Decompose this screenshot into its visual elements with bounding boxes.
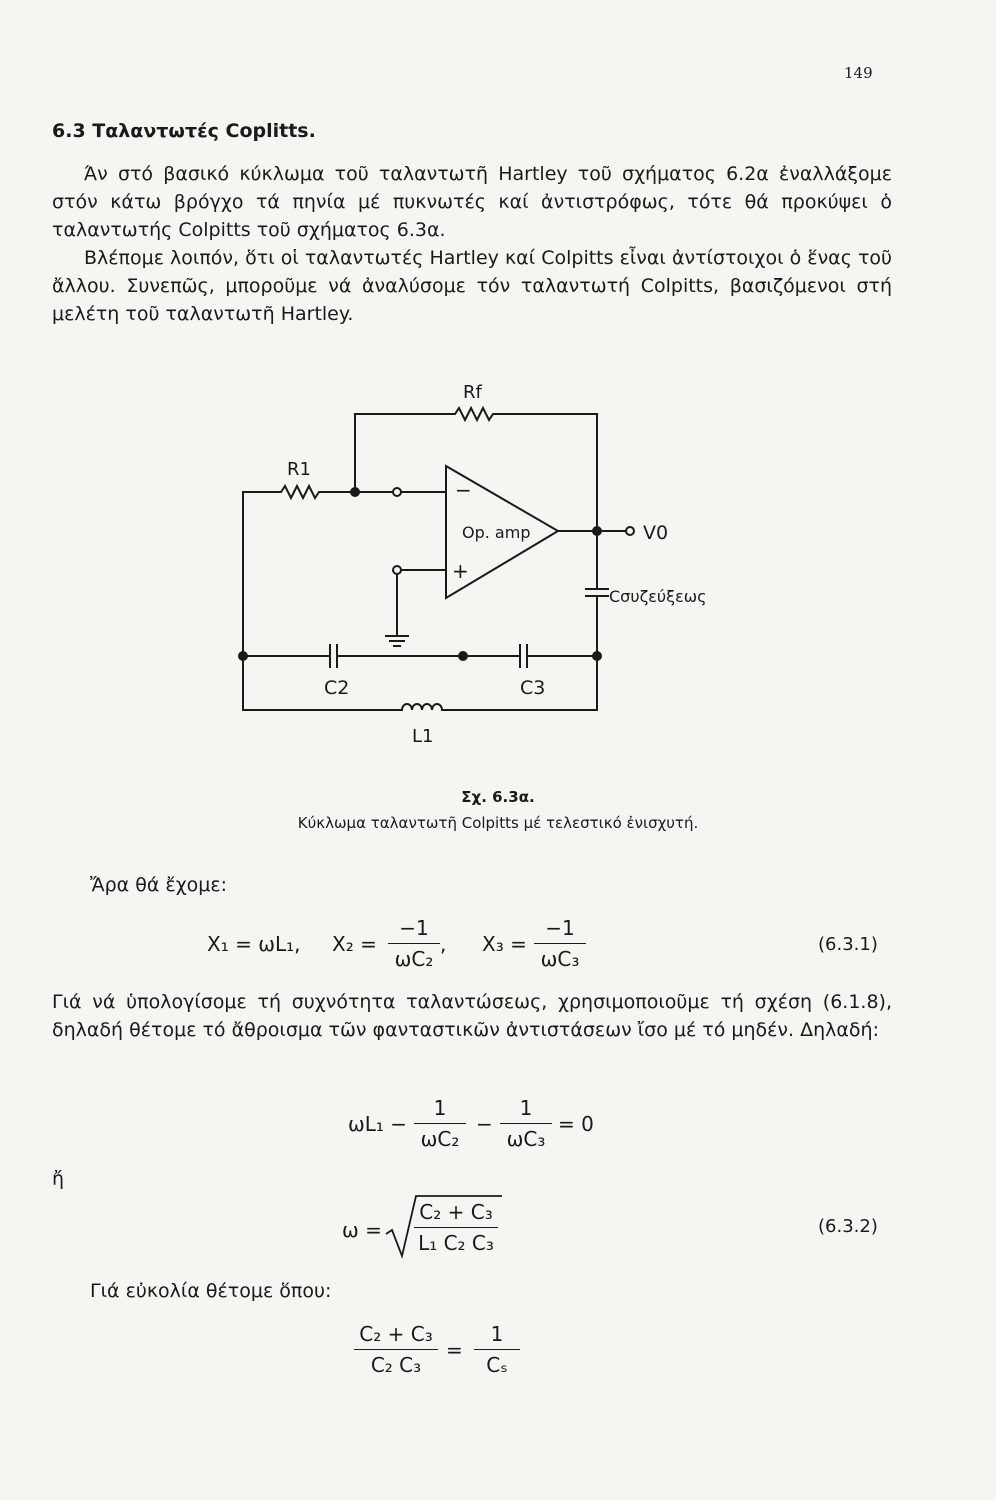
eq1-x3-numerator: −1	[534, 916, 586, 944]
eq1-number: (6.3.1)	[818, 934, 878, 955]
eq4-right-numerator: 1	[474, 1322, 520, 1350]
eq1-x2-numerator: −1	[388, 916, 440, 944]
eq3-denominator: L₁ C₂ C₃	[418, 1231, 494, 1255]
ground-symbol	[385, 574, 409, 646]
figure-caption: Κύκλωμα ταλαντωτῆ Colpitts μέ τελεστικό ἐνισχυτή.	[297, 814, 699, 832]
c3-label: C3	[520, 677, 546, 699]
eq4-denominator: C₂ C₃	[370, 1353, 422, 1377]
opamp-plus: +	[452, 559, 469, 583]
rf-label: Rf	[463, 382, 482, 403]
eq2-lhs: ωL₁ −	[348, 1112, 408, 1136]
eq1-x2-lhs: X₂ =	[332, 932, 377, 956]
eq2-minus: −	[476, 1112, 493, 1136]
eq1-x1: X₁ = ωL₁,	[207, 932, 301, 956]
eq1-x3-lhs: X₃ =	[482, 932, 527, 956]
eq4-right-denominator: Cₛ	[486, 1353, 508, 1377]
eq2-fraction-1	[414, 1096, 466, 1151]
coupling-capacitor	[585, 531, 609, 656]
eq2-f2-numerator: 1	[500, 1096, 552, 1124]
eq1-x3-denominator: ωC₃	[540, 947, 580, 971]
eq2-f1-denominator: ωC₂	[420, 1127, 460, 1151]
paragraph-3: Γιά νά ὑπολογίσομε τή συχνότητα ταλαντώσεως, χρησιμοποιοῦμε τή σχέση (6.1.8), δηλαδή θέτομε τό ἄθροισμα τῶν φανταστικῶν ἀντιστάσεων ἴσο μέ τό μηδέν. Δηλαδή:	[52, 991, 892, 1041]
eq4-numerator: C₂ + C₃	[354, 1322, 438, 1350]
eq2-rhs: = 0	[558, 1112, 594, 1136]
r1-resistor	[243, 486, 393, 656]
eq1-x2-fraction	[388, 916, 440, 971]
eq4-fraction-left	[354, 1322, 438, 1377]
eq2-f2-denominator: ωC₃	[506, 1127, 546, 1151]
output-terminal	[626, 527, 634, 535]
page-number: 149	[844, 64, 873, 82]
eq4-fraction-right	[474, 1322, 520, 1377]
eq3-fraction	[414, 1200, 498, 1255]
eq1-x3-fraction	[534, 916, 586, 971]
noninverting-terminal	[393, 566, 401, 574]
lead-text-1: Ἄρα θά ἔχομε:	[90, 874, 228, 896]
c2-label: C2	[324, 677, 350, 699]
eq2-fraction-2	[500, 1096, 552, 1151]
vo-label: V0	[643, 522, 669, 544]
eq3-number: (6.3.2)	[818, 1216, 878, 1237]
r1-label: R1	[287, 459, 311, 480]
eq3-lhs: ω =	[342, 1218, 382, 1242]
eq3-numerator: C₂ + C₃	[414, 1200, 498, 1228]
lead-text-2: Γιά εὐκολία θέτομε ὅπου:	[90, 1280, 332, 1302]
opamp-minus: −	[455, 478, 472, 502]
paragraph-1: Άν στό βασικό κύκλωμα τοῦ ταλαντωτῆ Hartley τοῦ σχήματος 6.2α ἐναλλάξομε στόν κάτω βρόγχο τά πηνία μέ πυκνωτές καί ἀντιστρόφως, τότε θά προκύψει ὁ ταλαντωτής Colpitts τοῦ σχήματος 6.3α.	[52, 163, 892, 241]
eq4-equals: =	[446, 1338, 463, 1362]
figure-number: Σχ. 6.3α.	[461, 788, 535, 806]
node-dot	[351, 488, 359, 496]
colpitts-circuit-diagram	[0, 370, 996, 760]
or-word: ἤ	[52, 1168, 65, 1190]
input-terminal	[393, 488, 401, 496]
eq1-x2-denominator: ωC₂	[394, 947, 434, 971]
eq2-f1-numerator: 1	[414, 1096, 466, 1124]
l1-label: L1	[412, 726, 434, 747]
opamp-label: Op. amp	[462, 523, 531, 542]
paragraph-2: Βλέπομε λοιπόν, ὅτι οἱ ταλαντωτές Hartley καί Colpitts εἶναι ἀντίστοιχοι ὁ ἕνας τοῦ ἄλλου. Συνεπῶς, μποροῦμε νά ἀναλύσομε τόν ταλαντωτή Colpitts, βασιζόμενοι στή μελέτη τοῦ ταλαντωτῆ Hartley.	[52, 247, 892, 325]
capacitor-chain	[243, 644, 597, 668]
section-title: 6.3 Ταλαντωτές Coplitts.	[52, 120, 316, 142]
node-dot-middle	[459, 652, 467, 660]
eq1-x2-comma: ,	[440, 932, 447, 956]
coupling-capacitor-label: Cσυζεύξεως	[609, 587, 707, 606]
rf-feedback-path	[355, 408, 597, 531]
